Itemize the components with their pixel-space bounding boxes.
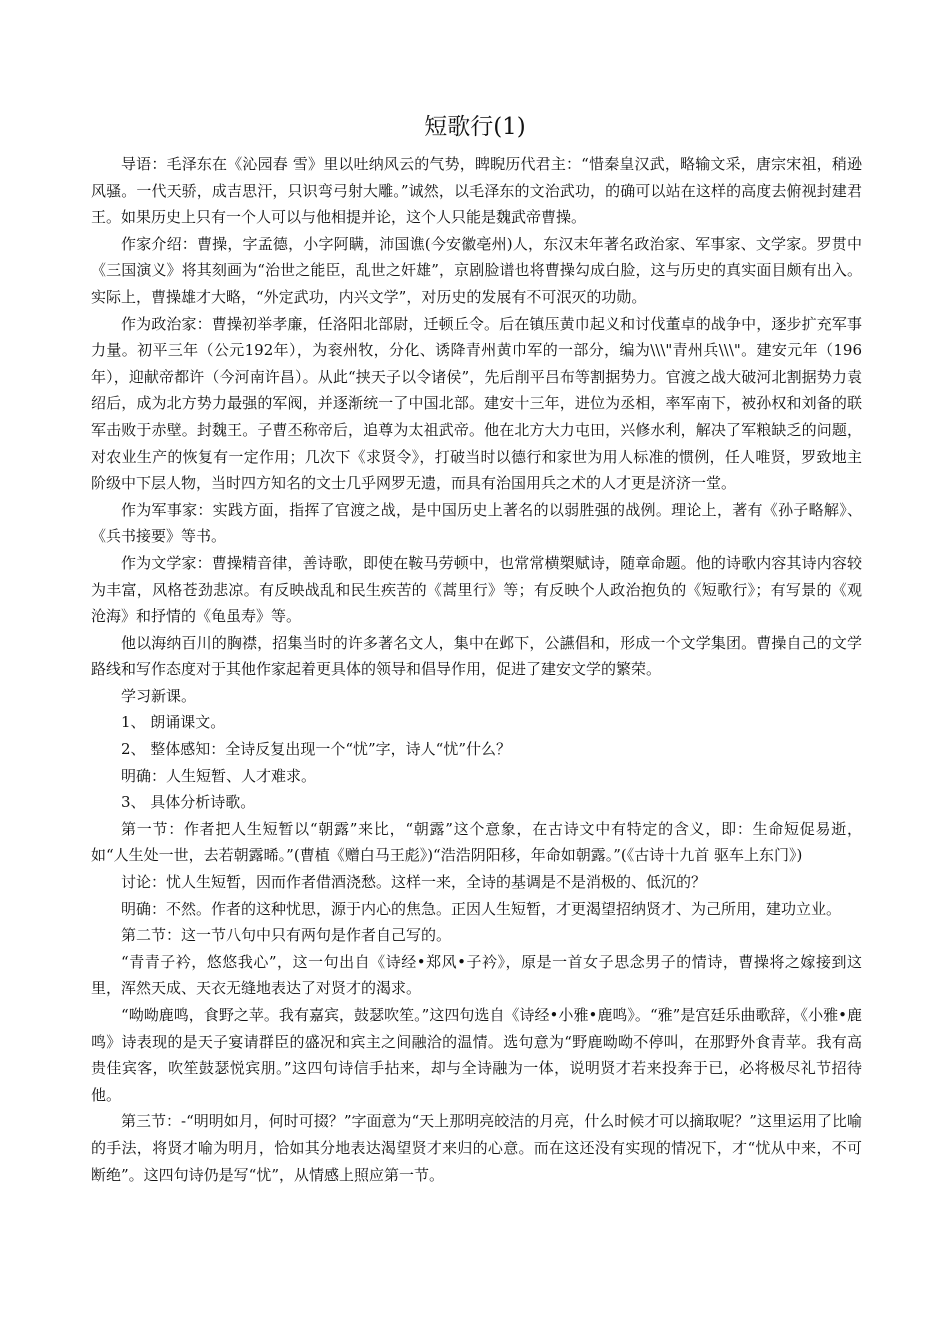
paragraph-politician: 作为政治家：曹操初举孝廉，任洛阳北部尉，迁顿丘令。后在镇压黄巾起义和讨伐董卓的战争中，逐步扩充军事力量。初平三年（公元192年），为衮州牧，分化、诱降青州黄巾军的一部分，编为\\\"青州兵\\\"。建安元年（196年），迎献帝都许（今河南许昌）。从此“挟天子以令诸侯”，先后削平吕布等割据势力。官渡之战大破河北割据势力袁绍后，成为北方势力最强的军阀，并逐渐统一了中国北部。建安十三年，进位为丞相，率军南下，被孙权和刘备的联军击败于赤壁。封魏王。子曹丕称帝后，追尊为太祖武帝。他在北方大力屯田，兴修水利，解决了军粮缺乏的问题，对农业生产的恢复有一定作用；几次下《求贤令》，打破当时以德行和家世为用人标准的惯例，任人唯贤，罗致地主阶级中下层人物，当时四方知名的文士几乎网罗无遗，而具有治国用兵之术的人才更是济济一堂。 — [91, 314, 862, 493]
paragraph-military: 作为军事家：实践方面，指挥了官渡之战，是中国历史上著名的以弱胜强的战例。理论上，著有《孙子略解》、《兵书接要》等书。 — [91, 500, 862, 546]
paragraph-author-intro: 作家介绍：曹操，字孟德，小字阿瞒，沛国谯(今安徽亳州)人，东汉末年著名政治家、军事家、文学家。罗贯中《三国演义》将其刻画为“治世之能臣，乱世之奸雄”，京剧脸谱也将曹操勾成白脸，这与历史的真实面目颇有出入。实际上，曹操雄才大略，“外定武功，内兴文学”，对历史的发展有不可泯灭的功勋。 — [91, 234, 862, 306]
paragraph-step-3: 3、 具体分析诗歌。 — [121, 793, 256, 812]
paragraph-literary: 作为文学家：曹操精音律，善诗歌，即使在鞍马劳顿中，也常常横槊赋诗，随章命题。他的诗歌内容其诗内容较为丰富，风格苍劲悲凉。有反映战乱和民生疾苦的《蒿里行》等；有反映个人政治抱负的《短歌行》；有写景的《观沧海》和抒情的《龟虽寿》等。 — [91, 553, 862, 626]
paragraph-new-lesson: 学习新课。 — [121, 686, 197, 705]
paragraph-discussion: 讨论：忧人生短暂，因而作者借酒浇愁。这样一来，全诗的基调是不是消极的、低沉的？ — [121, 873, 707, 892]
paragraph-intro: 导语：毛泽东在《沁园春 雪》里以吐纳风云的气势，睥睨历代君主：“惜秦皇汉武，略输文采，唐宗宋祖，稍逊风骚。一代天骄，成吉思汗，只识弯弓射大雕。”诚然，以毛泽东的文治武功，的确可以站在这样的高度去俯视封建君王。如果历史上只有一个人可以与他相提并论，这个人只能是魏武帝曹操。 — [91, 155, 862, 227]
paragraph-section-2: 第二节：这一节八句中只有两句是作者自己写的。 — [121, 926, 452, 945]
paragraph-section-1: 第一节：作者把人生短暂以“朝露”来比，“朝露”这个意象，在古诗文中有特定的含义，即：生命短促易逝，如“人生处一世，去若朝露晞。”(曹植《赠白马王彪》)“浩浩阴阳移，年命如朝露。”(《古诗十九首 驱车上东门》) — [91, 819, 862, 865]
paragraph-answer-1: 明确：人生短暂、人才难求。 — [121, 766, 317, 785]
document-title: 短歌行(1) — [424, 114, 526, 140]
paragraph-section-3: 第三节：-“明明如月，何时可掇？”字面意为“天上那明亮皎洁的月亮，什么时候才可以摘取呢？”这里运用了比喻的手法，将贤才喻为明月，恰如其分地表达渴望贤才来归的心意。而在这还没有实现的情况下，才“忧从中来，不可断绝”。这四句诗仍是写“忧”，从情感上照应第一节。 — [91, 1112, 862, 1184]
document-body — [91, 151, 862, 1188]
paragraph-step-2: 2、 整体感知：全诗反复出现一个“忧”字，诗人“忧”什么？ — [121, 740, 511, 759]
paragraph-step-1: 1、 朗诵课文。 — [121, 713, 226, 732]
paragraph-luming: “呦呦鹿鸣，食野之苹。我有嘉宾，鼓瑟吹笙。”这四句选自《诗经•小雅•鹿鸣》。“雅”是宫廷乐曲歌辞，《小雅•鹿鸣》诗表现的是天子宴请群臣的盛况和宾主之间融洽的温情。选句意为“野鹿呦呦不停叫，在那野外食青苹。我有高贵佳宾客，吹笙鼓瑟悦宾朋。”这四句诗信手拈来，却与全诗融为一体，说明贤才若来投奔于已，必将极尽礼节招待他。 — [91, 1006, 862, 1104]
paragraph-literary-group: 他以海纳百川的胸襟，招集当时的许多著名文人，集中在邺下，公讌倡和，形成一个文学集团。曹操自己的文学路线和写作态度对于其他作家起着更具体的领导和倡导作用，促进了建安文学的繁荣。 — [91, 633, 862, 679]
paragraph-answer-2: 明确：不然。作者的这种忧思，源于内心的焦急。正因人生短暂，才更渴望招纳贤才、为己所用，建功立业。 — [121, 899, 842, 918]
paragraph-zijin: “青青子衿，悠悠我心”，这一句出自《诗经•郑风•子衿》，原是一首女子思念男子的情诗，曹操将之嫁接到这里，浑然天成、天衣无缝地表达了对贤才的渴求。 — [91, 952, 862, 998]
